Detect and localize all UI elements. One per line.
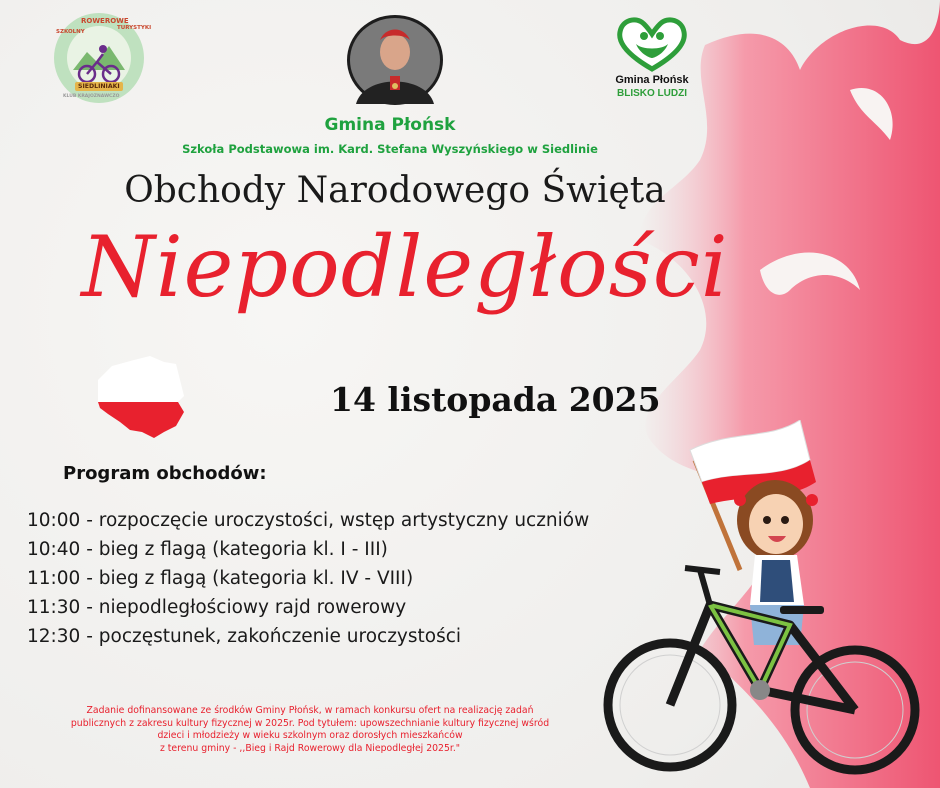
gmina-heading: Gmina Płońsk (324, 115, 456, 135)
bike-club-logo (53, 12, 152, 104)
gmina-logo (606, 14, 698, 106)
program-item: 11:00 - bieg z flagą (kategoria kl. IV - VIII) (27, 568, 414, 589)
club-ring-top: ROWEROWE (81, 17, 129, 25)
school-name: Szkoła Podstawowa im. Kard. Stefana Wyszyńskiego w Siedlinie (182, 142, 598, 156)
funding-line: dzieci i młodzieży w wieku szkolnym oraz dorosłych mieszkańców (157, 730, 463, 741)
funding-line: z terenu gminy - ,,Bieg i Rajd Rowerowy dla Niepodległej 2025r." (159, 742, 461, 754)
gmina-logo-name: Gmina Płońsk (615, 74, 689, 86)
funding-note (20, 705, 600, 755)
funding-line: Zadanie dofinansowane ze środków Gminy Płońsk, w ramach konkursu ofert na realizację zadań (86, 705, 534, 716)
club-ring-left: SZKOLNY (56, 29, 85, 35)
cardinal-portrait (346, 14, 444, 106)
program-list (27, 506, 589, 651)
poland-map-flag-icon (94, 352, 190, 442)
program-item: 12:30 - poczęstunek, zakończenie uroczystości (27, 626, 462, 647)
program-item: 10:40 - bieg z flagą (kategoria kl. I - III) (27, 539, 388, 560)
event-date: 14 listopada 2025 (330, 380, 661, 419)
program-item: 11:30 - niepodległościowy rajd rowerowy (27, 597, 407, 618)
gmina-logo-tagline: BLISKO LUDZI (617, 88, 687, 99)
title-line-2: Niepodległości (81, 218, 729, 316)
funding-line: publicznych z zakresu kultury fizycznej w 2025r. Pod tytułem: upowszechnianie kultury fizycznej wśród (70, 717, 550, 729)
title-line-1: Obchody Narodowego Święta (124, 170, 666, 211)
program-item: 10:00 - rozpoczęcie uroczystości, wstęp artystyczny uczniów (27, 510, 590, 531)
program-title: Program obchodów: (63, 463, 267, 484)
club-ring-right: TURYSTYKI (117, 25, 152, 31)
heart-people-icon (606, 14, 698, 74)
club-ring-bottom: KLUB KRAJOZNAWCZO (63, 94, 120, 99)
girl-bike-illustration (590, 420, 930, 780)
portrait-icon (346, 14, 444, 106)
club-banner: SIEDLINIAKI (78, 83, 120, 90)
